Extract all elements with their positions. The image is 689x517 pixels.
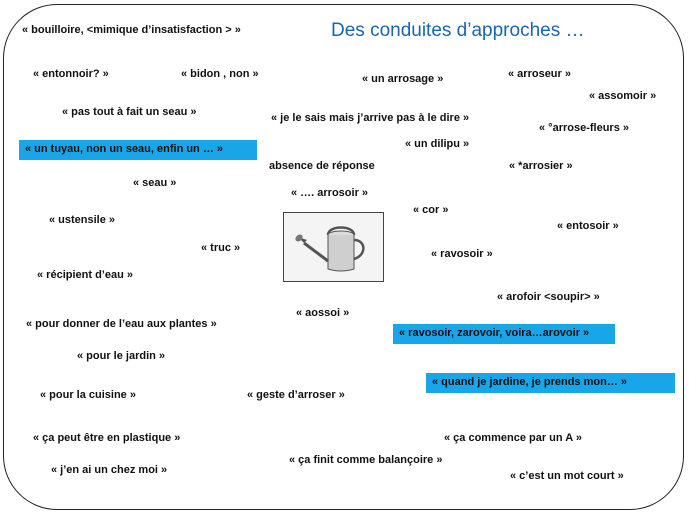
response-commence: « ça commence par un A »	[444, 432, 582, 444]
highlight-zarovoir	[393, 324, 615, 344]
response-plantes: « pour donner de l’eau aux plantes »	[26, 318, 217, 330]
response-jardin: « pour le jardin »	[77, 350, 166, 362]
response-absence: absence de réponse	[269, 160, 375, 172]
response-assomoir: « assomoir »	[589, 90, 657, 102]
response-dilipu: « un dilipu »	[405, 138, 470, 150]
response-cor: « cor »	[413, 204, 449, 216]
response-arrosoir-dots: « …. arrosoir »	[291, 187, 369, 199]
response-truc: « truc »	[201, 242, 241, 254]
response-ravosoir: « ravosoir »	[431, 248, 493, 260]
response-arofoir: « arofoir <soupir> »	[497, 291, 600, 303]
response-plastique: « ça peut être en plastique »	[33, 432, 181, 444]
highlight-zarovoir-text: « ravosoir, zarovoir, voira…arovoir »	[399, 327, 590, 339]
response-mot-court: « c’est un mot court »	[510, 470, 624, 482]
response-cuisine: « pour la cuisine »	[40, 389, 136, 401]
highlight-jardine	[426, 373, 675, 393]
page-title: Des conduites d’approches …	[331, 20, 585, 41]
highlight-jardine-text: « quand je jardine, je prends mon… »	[432, 376, 627, 388]
highlight-tuyau	[19, 140, 257, 160]
response-chez-moi: « j’en ai un chez moi »	[51, 464, 168, 476]
response-balancoire: « ça finit comme balançoire »	[289, 454, 443, 466]
highlight-tuyau-text: « un tuyau, non un seau, enfin un … »	[25, 143, 224, 155]
response-aossoi: « aossoi »	[296, 307, 350, 319]
response-bidon: « bidon , non »	[181, 68, 259, 80]
watering-can-image	[283, 212, 384, 282]
watering-can-icon	[284, 213, 383, 281]
response-entosoir: « entosoir »	[557, 220, 619, 232]
response-entonnoir: « entonnoir? »	[33, 68, 109, 80]
response-recipient: « récipient d’eau »	[37, 269, 133, 281]
response-sais-dire: « je le sais mais j’arrive pas à le dire »	[271, 112, 470, 124]
response-seau-tout: « pas tout à fait un seau »	[62, 106, 197, 118]
response-seau: « seau »	[133, 177, 177, 189]
response-geste: « geste d’arroser »	[247, 389, 345, 401]
response-arrosage: « un arrosage »	[362, 73, 444, 85]
response-arroseur: « arroseur »	[508, 68, 571, 80]
response-arrose-fleurs: « °arrose-fleurs »	[539, 122, 629, 134]
response-bouilloire: « bouilloire, <mimique d’insatisfaction > »	[22, 24, 241, 36]
response-arrosier: « *arrosier »	[509, 160, 573, 172]
response-ustensile: « ustensile »	[49, 214, 116, 226]
